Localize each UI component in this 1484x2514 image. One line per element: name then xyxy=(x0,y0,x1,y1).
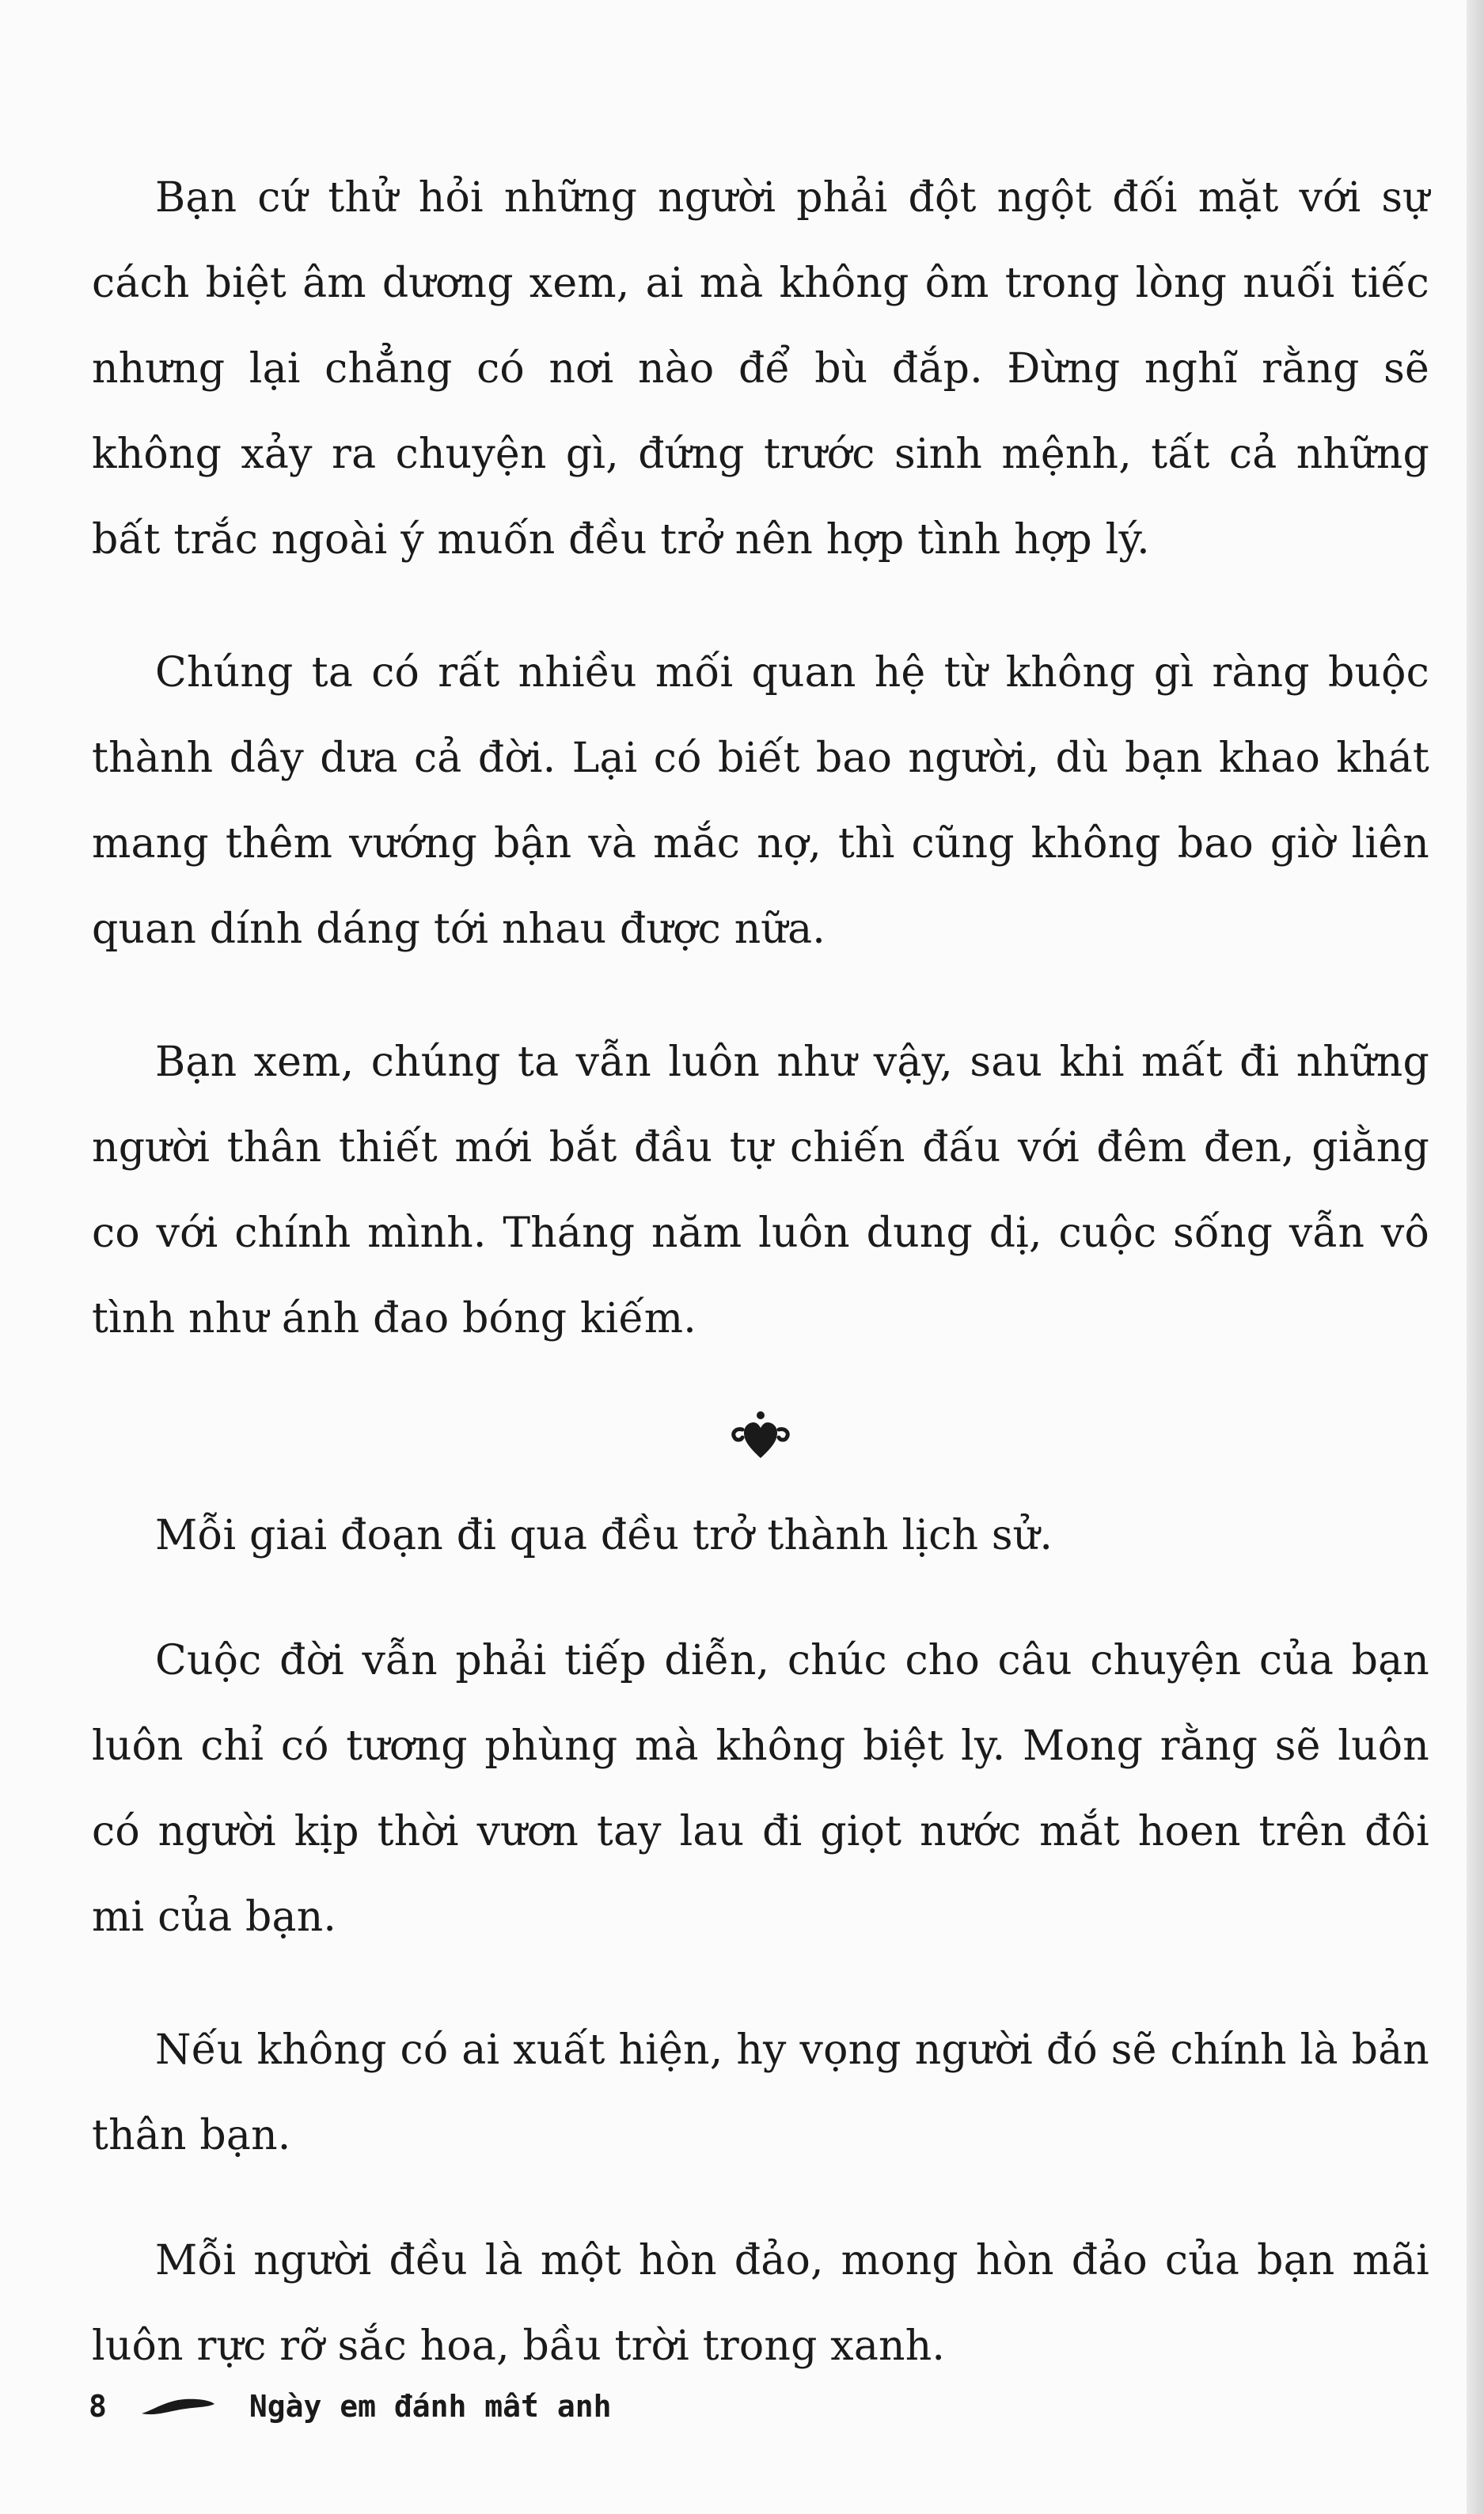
paragraph-6: Nếu không có ai xuất hiện, hy vọng người đó sẽ chính là bản thân bạn. xyxy=(92,2026,1429,2159)
page-number: 8 xyxy=(89,2389,107,2424)
paragraph-3: Bạn xem, chúng ta vẫn luôn như vậy, sau khi mất đi những người thân thiết mới bắt đầu tự chiến đấu với đêm đen, giằng co với chính mình. Tháng năm luôn dung dị, cuộc sống vẫn vô tình như ánh đao bóng kiếm. xyxy=(92,1039,1429,1342)
paragraph-7: Mỗi người đều là một hòn đảo, mong hòn đảo của bạn mãi luôn rực rỡ sắc hoa, bầu trời trong xanh. xyxy=(92,2237,1429,2370)
section-divider xyxy=(92,1401,1429,1472)
page-edge-shadow xyxy=(1467,0,1484,2514)
body-text xyxy=(92,155,1429,2436)
paragraph-5: Cuộc đời vẫn phải tiếp diễn, chúc cho câu chuyện của bạn luôn chỉ có tương phùng mà không biệt ly. Mong rằng sẽ luôn có người kịp thời vươn tay lau đi giọt nước mắt hoen trên đôi mi của bạn. xyxy=(92,1637,1429,1941)
heart-flourish-icon xyxy=(725,1409,796,1464)
page-footer xyxy=(89,2383,611,2430)
paragraph-4: Mỗi giai đoạn đi qua đều trở thành lịch sử. xyxy=(155,1512,1053,1559)
brush-stroke-icon xyxy=(139,2393,218,2420)
paragraph-1: Bạn cứ thử hỏi những người phải đột ngột đối mặt với sự cách biệt âm dương xem, ai mà không ôm trong lòng nuối tiếc nhưng lại chẳng có nơi nào để bù đắp. Đừng nghĩ rằng sẽ không xảy ra chuyện gì, đứng trước sinh mệnh, tất cả những bất trắc ngoài ý muốn đều trở nên hợp tình hợp lý. xyxy=(92,174,1429,564)
running-title: Ngày em đánh mất anh xyxy=(249,2389,612,2424)
paragraph-2: Chúng ta có rất nhiều mối quan hệ từ không gì ràng buộc thành dây dưa cả đời. Lại có biết bao người, dù bạn khao khát mang thêm vướng bận và mắc nợ, thì cũng không bao giờ liên quan dính dáng tới nhau được nữa. xyxy=(92,649,1429,953)
